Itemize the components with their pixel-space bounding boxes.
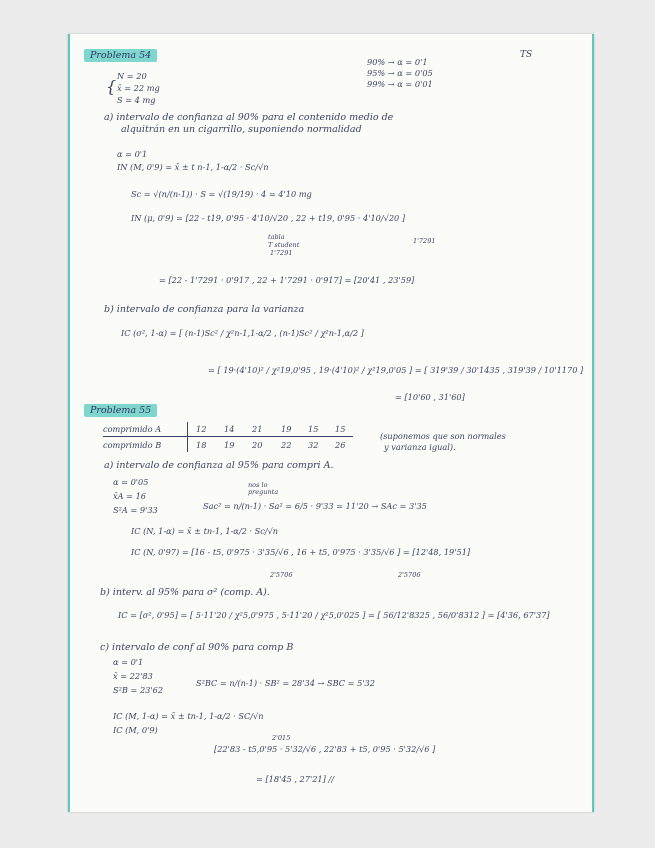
p55-c-mean: x̄ = 22'83	[113, 671, 153, 681]
hint-note: nos lo	[248, 481, 268, 489]
given-s: S = 4 mg	[117, 95, 156, 105]
p55-alpha: α = 0'05	[113, 477, 149, 487]
variance-formula: IC (σ², 1-α) = [ (n-1)Sc² / χ²n-1,1-α/2 , (n-1)Sc² / χ²n-1,α/2 ]	[121, 328, 364, 338]
p55-part-b-heading: b) interv. al 95% para σ² (comp. A).	[100, 587, 270, 598]
part-a-heading-2: alquitrán en un cigarrillo, suponiendo normalidad	[121, 124, 362, 135]
p55-c-ic-general: IC (M, 1-α) = x̄ ± tn-1, 1-α/2 · SC/√n	[113, 711, 264, 721]
p55-c-ic-label: IC (M, 0'9)	[113, 725, 158, 735]
row-b-value: 22	[281, 440, 292, 450]
p55-part-c-heading: c) intervalo de conf al 90% para comp B	[100, 642, 294, 653]
sca-formula: Sac² = n/(n-1) · Sa² = 6/5 · 9'33 = 11'20 → SAc = 3'35	[203, 501, 427, 511]
p55-ic-substituted: IC (N, 0'97) = [16 - t5, 0'975 · 3'35/√6 , 16 + t5, 0'975 · 3'35/√6 ] = [12'48, 19'51]	[131, 547, 471, 557]
row-b-label: comprimido B	[103, 440, 162, 450]
row-b-value: 26	[335, 440, 346, 450]
ic-result: = [22 - 1'7291 · 0'917 , 22 + 1'7291 · 0'917] = [20'41 , 23'59]	[159, 275, 415, 285]
t-value-a-left: 2'5706	[270, 571, 293, 579]
problem-54-tag: Problema 54	[84, 49, 157, 62]
table-divider-vertical	[187, 422, 188, 452]
row-a-value: 14	[224, 424, 235, 434]
t-value-a-right: 2'5706	[398, 571, 421, 579]
confidence-90: 90% → α = 0'1	[367, 57, 428, 67]
table-note-1: tabla	[268, 233, 285, 241]
p55-ic-general: IC (N, 1-α) = x̄ ± tn-1, 1-α/2 · Sc/√n	[131, 526, 279, 536]
row-b-value: 20	[252, 440, 263, 450]
problem-55-tag: Problema 55	[84, 404, 157, 417]
given-brace: {	[106, 77, 117, 96]
row-a-value: 15	[308, 424, 319, 434]
alpha-value: α = 0'1	[117, 149, 148, 159]
row-a-value: 19	[281, 424, 292, 434]
ic-substituted: IN (μ, 0'9) = [22 - t19, 0'95 · 4'10/√20 , 22 + t19, 0'95 · 4'10/√20 ]	[131, 213, 406, 223]
part-a-heading: a) intervalo de confianza al 90% para el contenido medio de	[104, 112, 394, 123]
confidence-99: 99% → α = 0'01	[367, 79, 433, 89]
row-a-value: 15	[335, 424, 346, 434]
p55-variance-eq: IC = [σ², 0'95] = [ 5·11'20 / χ²5,0'975 , 5·11'20 / χ²5,0'025 ] = [ 56/12'8325 , 56/0'8312 ] = [4'36, 67'37]	[118, 610, 550, 620]
given-n: N = 20	[117, 71, 147, 81]
part-b-heading: b) intervalo de confianza para la varianza	[104, 304, 305, 315]
row-a-label: comprimido A	[103, 424, 162, 434]
given-mean: x̄ = 22 mg	[117, 83, 160, 93]
variance-result: = [10'60 , 31'60]	[395, 392, 465, 402]
table-divider-horizontal	[103, 436, 353, 437]
row-a-value: 12	[196, 424, 207, 434]
confidence-95: 95% → α = 0'05	[367, 68, 433, 78]
row-a-value: 21	[252, 424, 263, 434]
sc-formula: Sc = √(n/(n-1)) · S = √(19/19) · 4 = 4'10 mg	[131, 189, 312, 199]
p55-mean-a: x̄A = 16	[113, 491, 147, 501]
row-b-value: 18	[196, 440, 207, 450]
hint-note-2: pregunta	[248, 488, 279, 496]
p55-c-alpha: α = 0'1	[113, 657, 144, 667]
assumption-note-2: y varianza igual).	[384, 442, 456, 452]
t-value-right: 1'7291	[413, 237, 436, 245]
row-b-value: 32	[308, 440, 319, 450]
variance-substituted: = [ 19·(4'10)² / χ²19,0'95 , 19·(4'10)² / χ²19,0'05 ] = [ 319'39 / 30'1435 , 319'39 / 10'1170 ]	[208, 365, 584, 375]
p55-part-a-heading: a) intervalo de confianza al 95% para compri A.	[104, 460, 334, 471]
p55-c-result: = [18'45 , 27'21] //	[256, 774, 334, 784]
table-note-3: 1'7291	[270, 249, 293, 257]
p55-c-substituted: [22'83 - t5,0'95 · 5'32/√6 , 22'83 + t5, 0'95 · 5'32/√6 ]	[214, 744, 436, 754]
p55-c-sc: S²BC = n/(n-1) · SB² = 28'34 → SBC = 5'32	[196, 678, 375, 688]
row-b-value: 19	[224, 440, 235, 450]
ic-general-formula: IN (M, 0'9) = x̄ ± t n-1, 1-α/2 · Sc/√n	[117, 162, 269, 172]
assumption-note-1: (suponemos que son normales	[380, 431, 506, 441]
p55-c-var: S²B = 23'62	[113, 685, 164, 695]
table-note-2: T student	[268, 241, 300, 249]
p55-var-a: S²A = 9'33	[113, 505, 158, 515]
ts-label: TS	[520, 50, 533, 60]
p55-c-t-value: 2'015	[272, 734, 291, 742]
